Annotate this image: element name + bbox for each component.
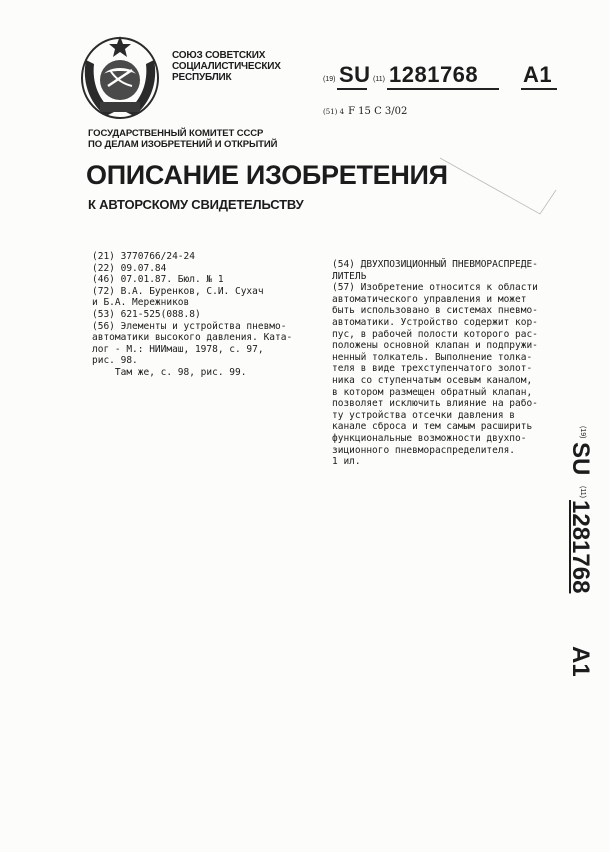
abstract-line: зиционного пневмораспределителя.	[332, 444, 516, 456]
abstract-line: (57) Изобретение относится к области	[332, 282, 538, 294]
biblio-line: автоматики высокого давления. Ката-	[92, 332, 293, 344]
document-subtitle: К АВТОРСКОМУ СВИДЕТЕЛЬСТВУ	[88, 197, 304, 212]
biblio-line: Там же, с. 98, рис. 99.	[92, 366, 247, 378]
committee-line-2: ПО ДЕЛАМ ИЗОБРЕТЕНИЙ И ОТКРЫТИЙ	[88, 139, 278, 150]
underline	[387, 88, 499, 90]
abstract-line: ника со ступенчатым осевым каналом,	[332, 374, 533, 386]
document-title: ОПИСАНИЕ ИЗОБРЕТЕНИЯ	[86, 160, 448, 190]
publication-number	[323, 62, 583, 92]
biblio-line: (53) 621-525(088.8)	[92, 308, 201, 320]
abstract-line: положены основной клапан и подпружи-	[332, 340, 538, 352]
underline	[337, 88, 367, 90]
abstract-line: автоматики. Устройство содержит кор-	[332, 316, 538, 328]
committee-name	[88, 128, 277, 150]
org-line-1: СОЮЗ СОВЕТСКИХ	[172, 50, 266, 61]
biblio-line: (72) В.А. Буренков, С.И. Сухач	[92, 285, 264, 297]
abstract-line: в котором размещен обратный клапан,	[332, 386, 533, 398]
kind-code: A1	[523, 62, 553, 87]
code-11: (11)	[373, 76, 385, 83]
abstract-line: ту устройства отсечки давления в	[332, 409, 516, 421]
abstract-line: автоматического управления и может	[332, 293, 527, 305]
abstract-line: пус, в рабочей полости которого рас-	[332, 328, 538, 340]
side-publication-number	[560, 420, 600, 710]
bibliographic-data	[92, 251, 324, 379]
abstract-line: 1 ил.	[332, 456, 361, 468]
ipc-classification	[323, 106, 407, 117]
ussr-emblem	[80, 30, 160, 122]
side-code-11: (11)	[579, 486, 586, 498]
abstract-line: ЛИТЕЛЬ	[332, 270, 367, 282]
biblio-line: (46) 07.01.87. Бюл. № 1	[92, 274, 224, 286]
abstract-line: функциональные возможности двухпо-	[332, 432, 527, 444]
abstract-line: канале сброса и тем самым расширить	[332, 421, 533, 433]
side-code-19: (19)	[579, 426, 586, 439]
side-patent-number: 1281768	[567, 500, 594, 594]
biblio-line: (22) 09.07.84	[92, 262, 167, 274]
biblio-line: (56) Элементы и устройства пневмо-	[92, 320, 287, 332]
abstract-line: (54) ДВУХПОЗИЦИОННЫЙ ПНЕВМОРАСПРЕДЕ-	[332, 259, 538, 270]
biblio-line: (21) 3770766/24-24	[92, 251, 195, 262]
abstract-line: ненный толкатель. Выполнение толка-	[332, 351, 533, 363]
abstract-line: быть использовано в системах пневмо-	[332, 305, 538, 317]
side-country-code: SU	[567, 442, 594, 476]
country-code: SU	[339, 62, 371, 87]
underline	[521, 88, 557, 90]
abstract-line: позволяет исключить влияние на рабо-	[332, 398, 538, 410]
org-name	[172, 50, 281, 83]
biblio-line: и Б.А. Мережников	[92, 297, 190, 309]
committee-line-1: ГОСУДАРСТВЕННЫЙ КОМИТЕТ СССР	[88, 128, 264, 139]
ipc-code: (51) 4	[323, 108, 345, 116]
biblio-line: рис. 98.	[92, 355, 138, 367]
side-kind-code: A1	[567, 646, 594, 677]
biblio-line: лог - М.: НИИмаш, 1978, с. 97,	[92, 343, 264, 355]
scan-artifact	[440, 150, 560, 220]
org-line-3: РЕСПУБЛИК	[172, 72, 232, 83]
patent-number: 1281768	[389, 62, 479, 87]
org-line-2: СОЦИАЛИСТИЧЕСКИХ	[172, 61, 281, 72]
abstract-line: теля в виде трехступенчатого золот-	[332, 363, 533, 375]
ipc-class: F 15 C 3/02	[348, 106, 408, 117]
abstract	[332, 259, 552, 468]
code-19: (19)	[323, 76, 336, 83]
